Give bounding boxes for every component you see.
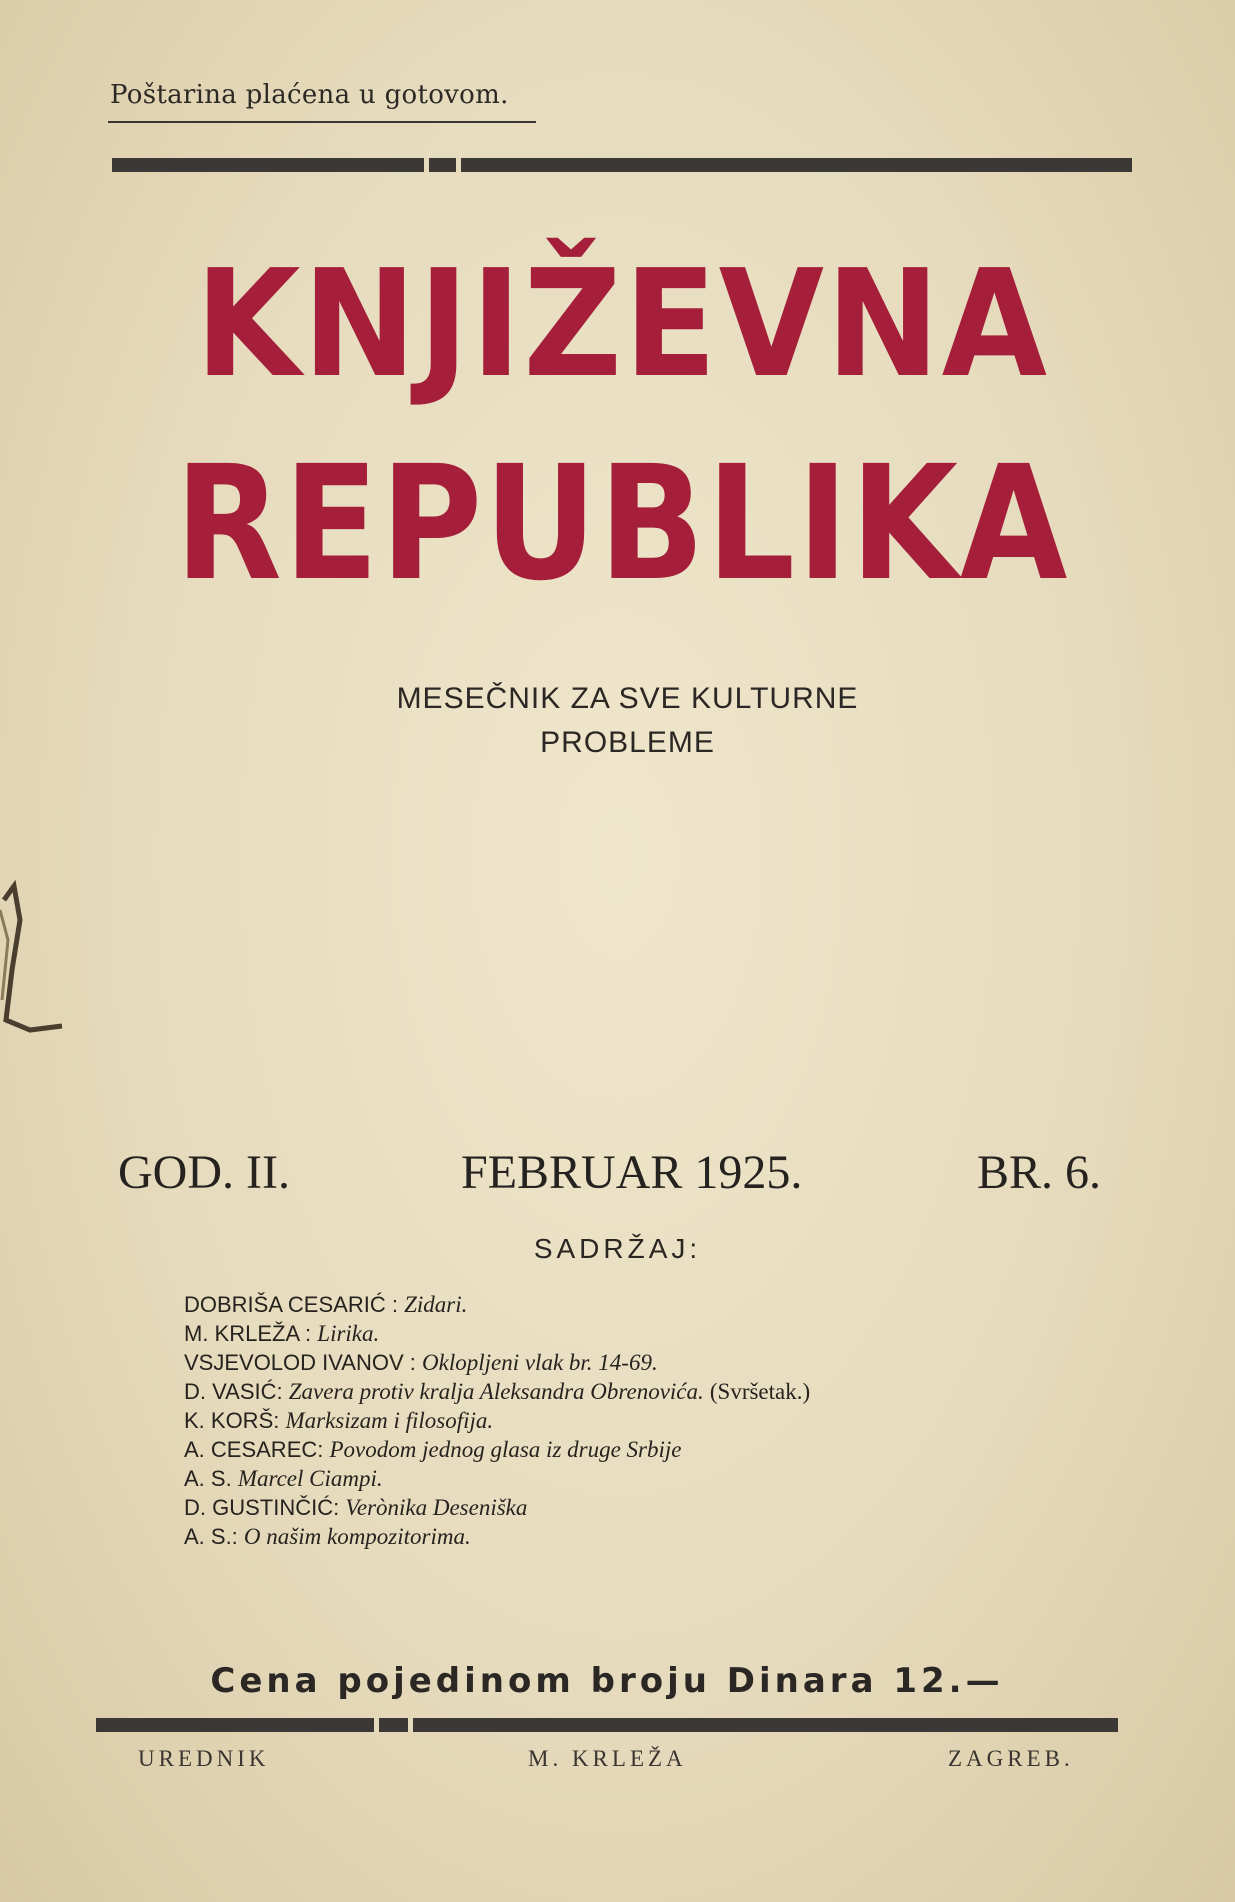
rule-gap: [408, 1718, 413, 1732]
postage-note: Poštarina plaćena u gotovom.: [110, 80, 509, 110]
contents-note: (Svršetak.): [709, 1379, 811, 1404]
contents-item: [184, 1348, 810, 1377]
contents-item: [184, 1464, 810, 1493]
contents-title: Marcel Ciampi.: [237, 1466, 383, 1491]
contents-author: D. GUSTINČIĆ:: [184, 1495, 340, 1520]
issue-number: BR. 6.: [977, 1146, 1102, 1199]
issue-date: FEBRUAR 1925.: [461, 1146, 803, 1199]
masthead-line-2: REPUBLIKA: [174, 432, 1070, 616]
contents-item: [184, 1377, 810, 1406]
contents-title: Verònika Deseniška: [345, 1495, 528, 1520]
rule-gap: [456, 158, 461, 172]
subtitle-line-2: PROBLEME: [540, 726, 715, 759]
contents-title: Povodom jednog glasa iz druge Srbije: [329, 1437, 682, 1462]
contents-author: A. S.:: [184, 1524, 238, 1549]
contents-item: [184, 1290, 810, 1319]
masthead-line-1: KNJIŽEVNA: [195, 238, 1049, 410]
subtitle-line-1: MESEČNIK ZA SVE KULTURNE: [396, 682, 859, 715]
rule-gap: [424, 158, 429, 172]
contents-author: A. S.: [184, 1466, 232, 1491]
contents-list: [184, 1290, 810, 1551]
contents-title: Zidari.: [404, 1292, 468, 1317]
contents-heading: SADRŽAJ:: [533, 1233, 702, 1264]
bottom-rule: [96, 1718, 1118, 1732]
top-rule: [112, 158, 1132, 172]
binding-thread-icon: [0, 880, 70, 1060]
contents-title: Oklopljeni vlak br. 14-69.: [422, 1350, 658, 1375]
contents-item: [184, 1522, 810, 1551]
rule-gap: [374, 1718, 379, 1732]
contents-author: D. VASIĆ:: [184, 1379, 283, 1404]
imprint-editor-name: M. KRLEŽA: [528, 1746, 687, 1771]
contents-item: [184, 1319, 810, 1348]
imprint-city: ZAGREB.: [948, 1746, 1074, 1771]
contents-author: DOBRIŠA CESARIĆ :: [184, 1292, 398, 1317]
contents-item: [184, 1435, 810, 1464]
contents-author: K. KORŠ:: [184, 1408, 280, 1433]
contents-author: A. CESAREC:: [184, 1437, 324, 1462]
contents-item: [184, 1493, 810, 1522]
contents-author: VSJEVOLOD IVANOV :: [184, 1350, 416, 1375]
contents-title: Marksizam i filosofija.: [285, 1408, 494, 1433]
postage-underline: [108, 121, 536, 123]
contents-title: Zavera protiv kralja Aleksandra Obrenovića.: [288, 1379, 704, 1404]
contents-item: [184, 1406, 810, 1435]
price-line: Cena pojedinom broju Dinara 12.—: [210, 1661, 1004, 1701]
imprint-editor-label: UREDNIK: [138, 1746, 270, 1771]
issue-volume: GOD. II.: [118, 1146, 290, 1199]
contents-title: Lirika.: [317, 1321, 380, 1346]
contents-title: O našim kompozitorima.: [243, 1524, 471, 1549]
contents-author: M. KRLEŽA :: [184, 1321, 312, 1346]
